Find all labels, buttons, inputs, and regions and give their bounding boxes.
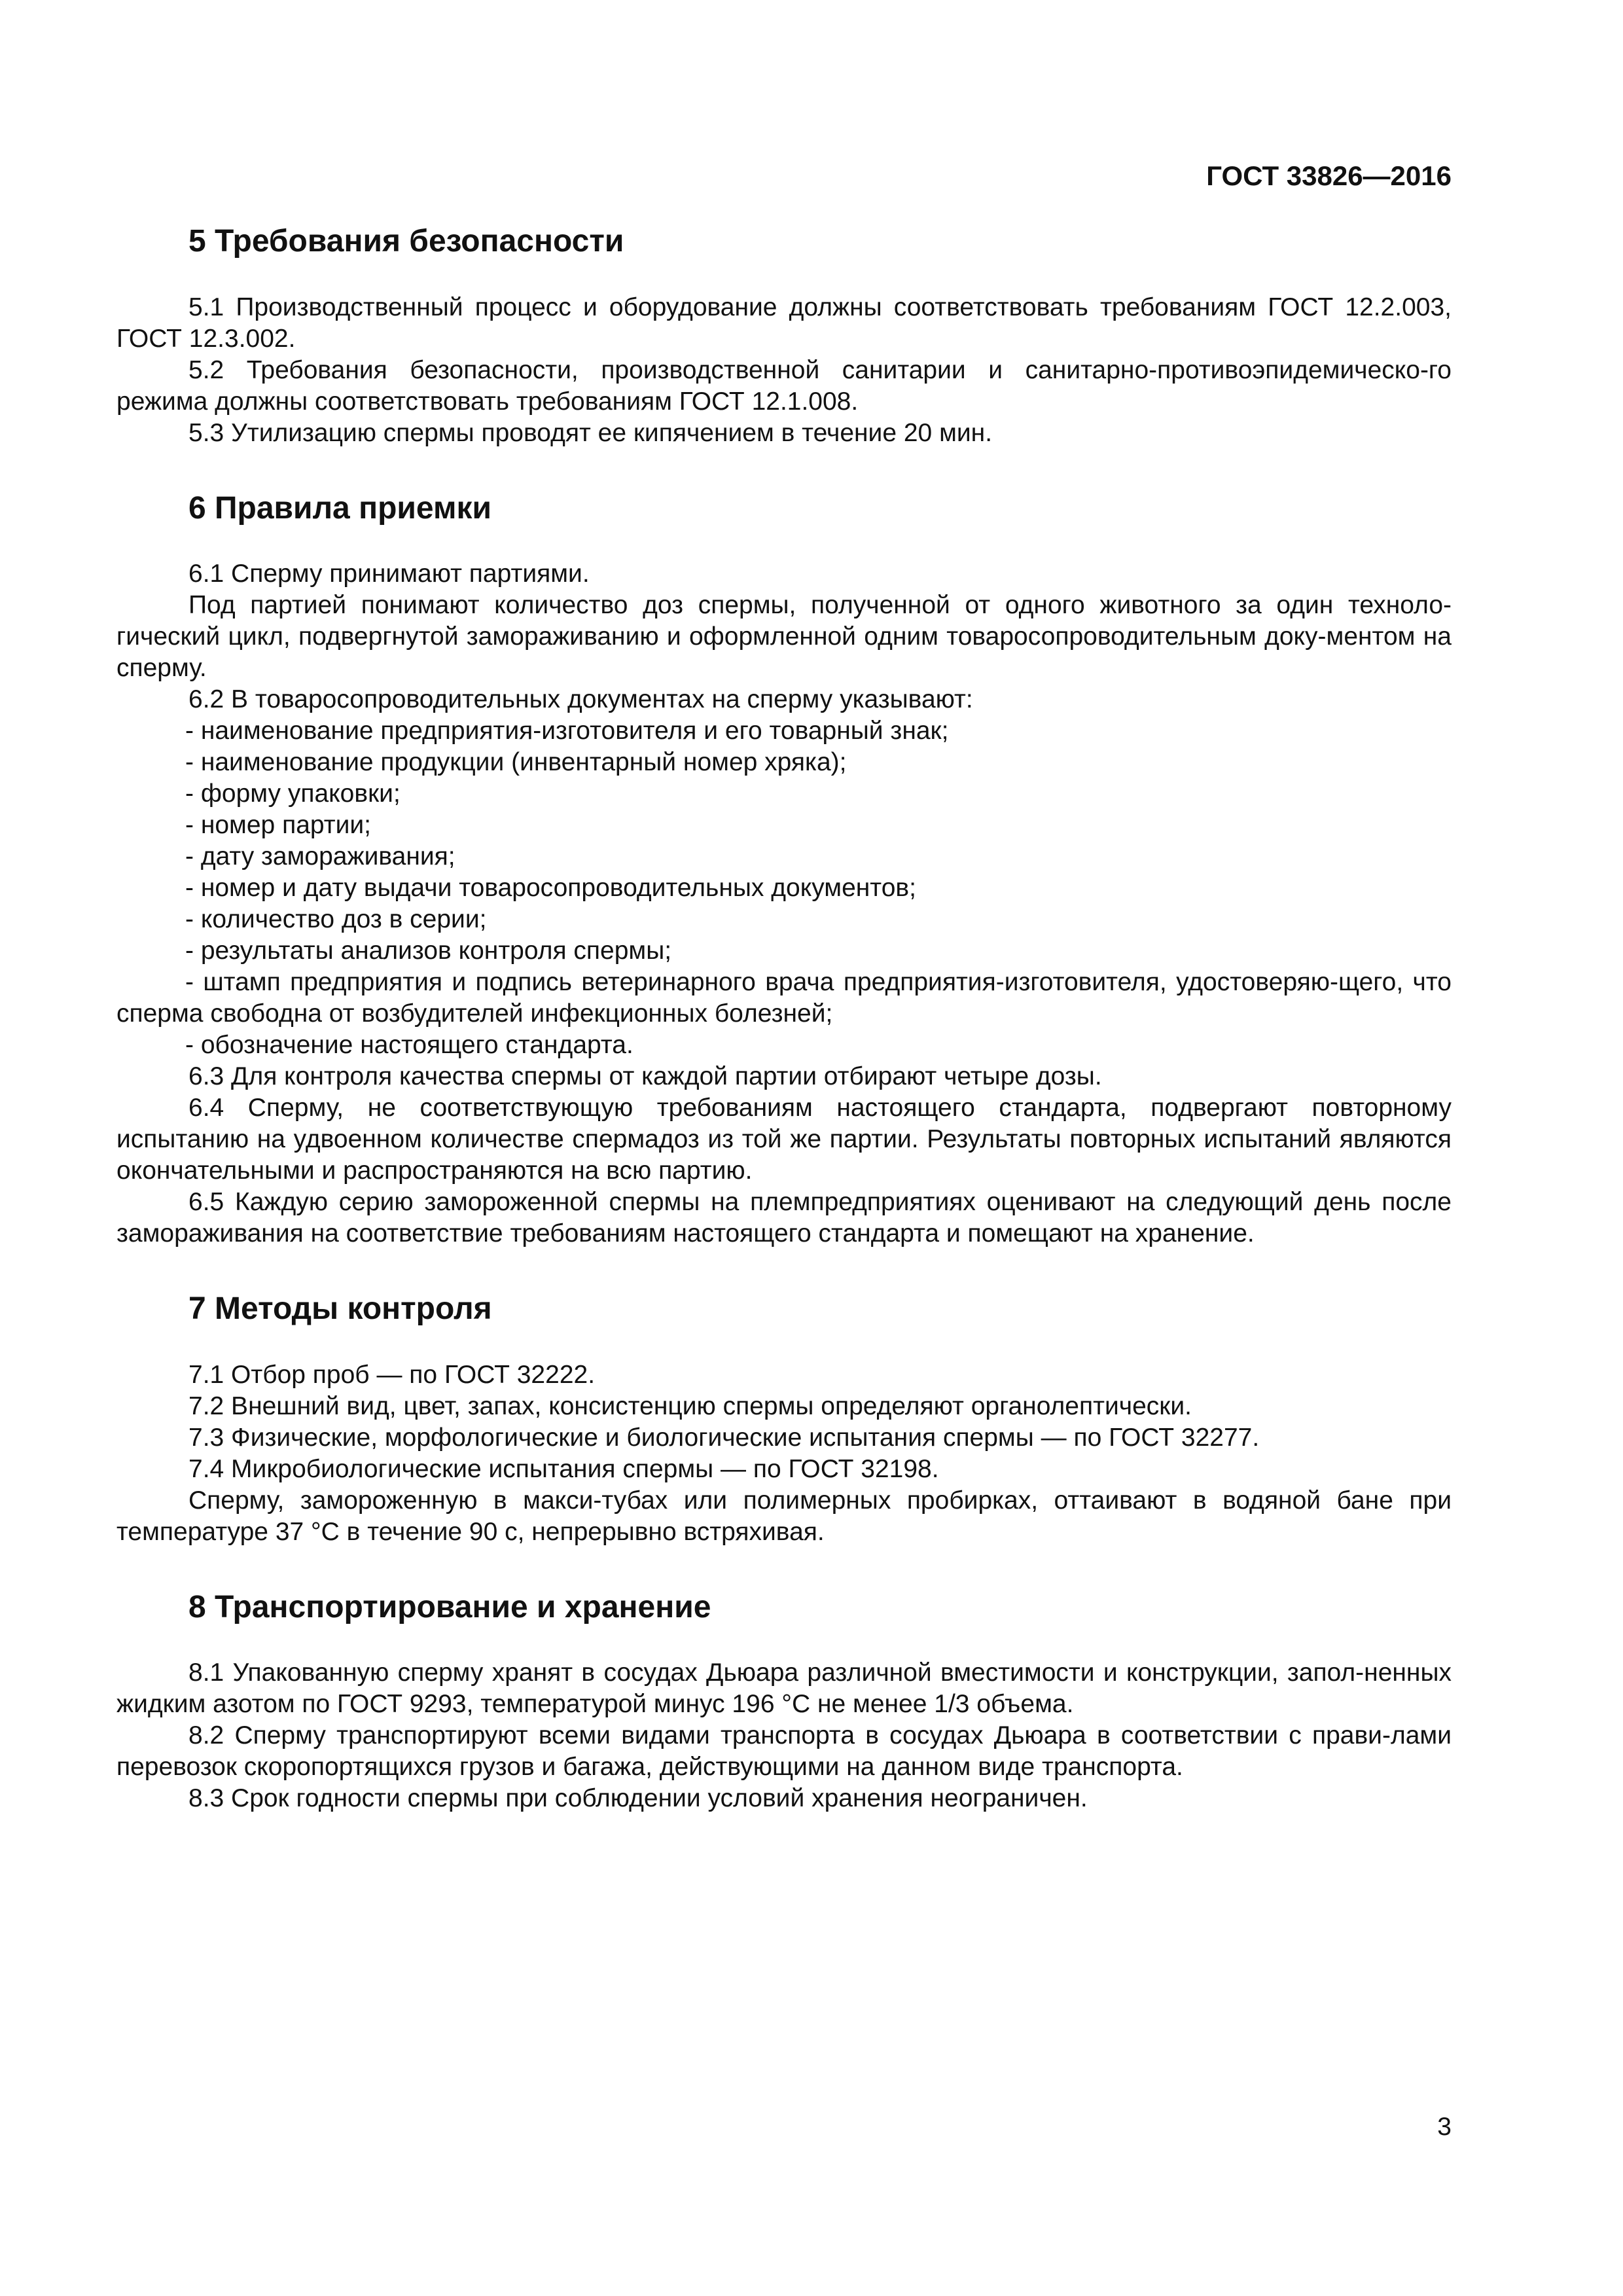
list-item: - результаты анализов контроля спермы; — [185, 937, 672, 965]
paragraph-8-1: 8.1 Упакованную сперму хранят в сосудах Дьюара различной вместимости и конструкции, запол-ненных жидким азотом по ГОСТ 9293, температурой минус 196 °С не менее 1/3 объема. — [116, 1659, 1452, 1719]
section-5 — [116, 223, 1452, 449]
list-item: - номер партии; — [185, 811, 371, 840]
list-item: - штамп предприятия и подпись ветеринарного врача предприятия-изготовителя, удостоверяю-щего, что сперма свободна от возбудителей инфекционных болезней; — [116, 968, 1452, 1028]
paragraph-6-1-definition: Под партией понимают количество доз спермы, полученной от одного животного за один техноло-гический цикл, подвергнутой замораживанию и оформленной одним товаросопроводительным доку-ментом на сперму. — [116, 591, 1452, 683]
section-title: 8 Транспортирование и хранение — [188, 1589, 711, 1624]
section-7 — [116, 1290, 1452, 1548]
document-code: ГОСТ 33826—2016 — [1206, 160, 1452, 191]
paragraph-5-3: 5.3 Утилизацию спермы проводят ее кипячением в течение 20 мин. — [188, 418, 993, 447]
paragraph-7-4-thawing: Сперму, замороженную в макси-тубах или полимерных пробирках, оттаивают в водяной бане при температуре 37 °С в течение 90 с, непрерывно встряхивая. — [116, 1486, 1452, 1546]
paragraph-5-2: 5.2 Требования безопасности, производственной санитарии и санитарно-противоэпидемическо-го режима должны соответствовать требованиям ГОСТ 12.1.008. — [116, 355, 1452, 416]
paragraph-6-5: 6.5 Каждую серию замороженной спермы на племпредприятиях оценивают на следующий день после замораживания на соответствие требованиям настоящего стандарта и помещают на хранение. — [116, 1188, 1452, 1248]
paragraph-6-4: 6.4 Сперму, не соответствующую требованиям настоящего стандарта, подвергают повторному испытанию на удвоенном количестве спермадоз из той же партии. Результаты повторных испытаний являются окончательными и распространяются на всю партию. — [116, 1094, 1452, 1185]
paragraph-7-3: 7.3 Физические, морфологические и биологические испытания спермы — по ГОСТ 32277. — [188, 1423, 1260, 1452]
section-title: 7 Методы контроля — [188, 1291, 492, 1327]
paragraph-6-2: 6.2 В товаросопроводительных документах на сперму указывают: — [188, 685, 973, 714]
paragraph-8-2: 8.2 Сперму транспортируют всеми видами транспорта в сосудах Дьюара в соответствии с прави-лами перевозок скоропортящихся грузов и багажа, действующими на данном виде транспорта. — [116, 1721, 1452, 1782]
list-item: - номер и дату выдачи товаросопроводительных документов; — [185, 874, 916, 903]
document-body — [116, 223, 1452, 1855]
list-item: - наименование продукции (инвентарный номер хряка); — [185, 748, 847, 777]
paragraph-7-4: 7.4 Микробиологические испытания спермы — по ГОСТ 32198. — [188, 1454, 939, 1483]
section-8 — [116, 1588, 1452, 1815]
section-6 — [116, 490, 1452, 1250]
paragraph-7-2: 7.2 Внешний вид, цвет, запах, консистенцию спермы определяют органолептически. — [188, 1391, 1192, 1420]
paragraph-6-1: 6.1 Сперму принимают партиями. — [188, 560, 590, 588]
page-number: 3 — [1437, 2113, 1452, 2141]
section-title: 6 Правила приемки — [188, 490, 492, 526]
paragraph-8-3: 8.3 Срок годности спермы при соблюдении условий хранения неограничен. — [188, 1784, 1088, 1813]
list-item: - обозначение настоящего стандарта. — [185, 1031, 633, 1060]
list-item: - наименование предприятия-изготовителя и его товарный знак; — [185, 717, 949, 745]
list-item: - форму упаковки; — [185, 780, 401, 808]
paragraph-7-1: 7.1 Отбор проб — по ГОСТ 32222. — [188, 1360, 596, 1389]
list-item: - дату замораживания; — [185, 842, 455, 871]
paragraph-5-1: 5.1 Производственный процесс и оборудование должны соответствовать требованиям ГОСТ 12.2.003, ГОСТ 12.3.002. — [116, 293, 1452, 353]
paragraph-6-3: 6.3 Для контроля качества спермы от каждой партии отбирают четыре дозы. — [188, 1062, 1102, 1091]
list-item: - количество доз в серии; — [185, 905, 487, 934]
section-title: 5 Требования безопасности — [188, 224, 624, 259]
